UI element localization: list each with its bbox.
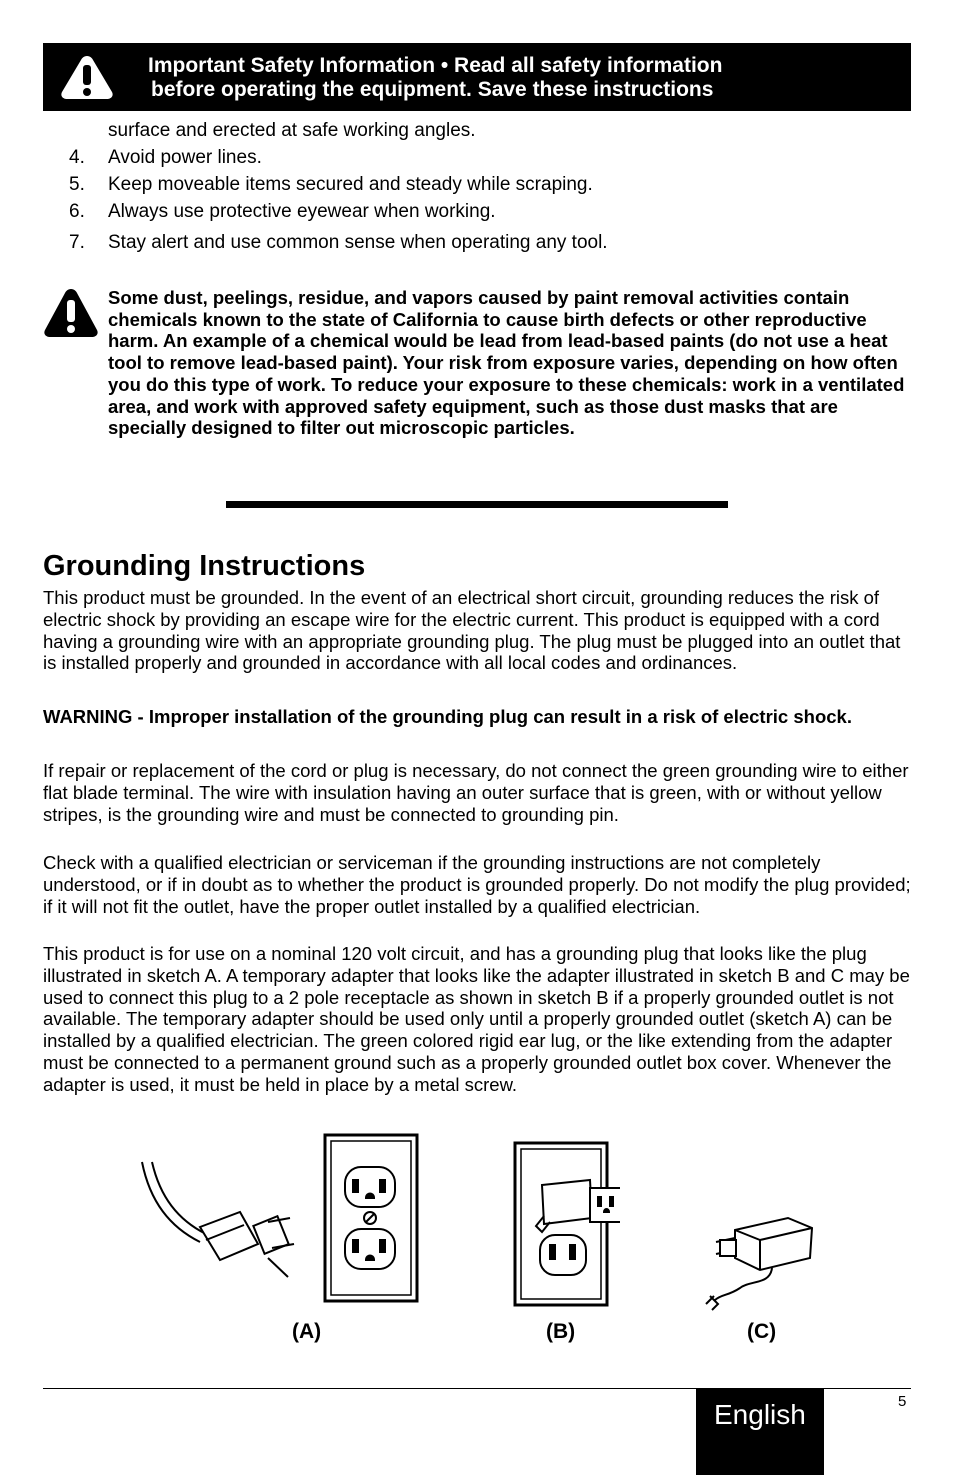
california-warning: Some dust, peelings, residue, and vapors caused by paint removal activities contain chemicals known to the state of California to cause birth defects or other reproductive harm. An example of a chemical would be lead from lead-based paints (do not use a heat tool to remove lead-based paint). Your risk from exposure varies, depending on how often you do this type of work. To reduce your exposure to these chemicals: work in a ventilated area, and work with approved safety equipment, such as those dust masks that are specially designed to filter out microscopic particles. xyxy=(108,287,905,439)
warning-icon xyxy=(59,53,115,101)
list-text: Always use protective eyewear when working. xyxy=(108,201,496,222)
adapter-in-two-pole-outlet-illustration xyxy=(510,1140,620,1310)
banner-line-1: Important Safety Information • Read all safety information xyxy=(148,54,723,77)
continued-item-text: surface and erected at safe working angles. xyxy=(108,120,476,141)
list-number: 4. xyxy=(69,147,85,168)
temporary-adapter-illustration xyxy=(700,1210,815,1315)
section-divider xyxy=(226,501,728,508)
language-label: English xyxy=(714,1399,806,1430)
list-text: Stay alert and use common sense when operating any tool. xyxy=(108,232,608,253)
grounding-paragraph-2: If repair or replacement of the cord or plug is necessary, do not connect the green grounding wire to either flat blade terminal. The wire with insulation having an outer surface that is green, with or without yellow stripes, is the grounding wire and must be connected to grounding pin. xyxy=(43,760,909,825)
grounding-warning: WARNING - Improper installation of the grounding plug can result in a risk of electric shock. xyxy=(43,706,852,727)
figure-caption: (A) xyxy=(292,1320,322,1343)
list-number: 7. xyxy=(69,232,85,253)
banner-line-2: before operating the equipment. Save these instructions xyxy=(151,78,714,101)
grounding-paragraph-3: Check with a qualified electrician or serviceman if the grounding instructions are not completely understood, or if in doubt as to whether the product is grounded properly. Do not modify the plug provided; if it will not fit the outlet, have the proper outlet installed by a qualified electrician. xyxy=(43,852,911,917)
list-number: 6. xyxy=(69,201,85,222)
page-number: 5 xyxy=(898,1393,907,1410)
grounding-paragraph-1: This product must be grounded. In the event of an electrical short circuit, grounding reduces the risk of electric shock by providing an escape wire for the electric current. This product is equipped with a cord having a grounding wire with an appropriate grounding plug. The plug must be plugged into an outlet that is installed properly and grounded in accordance with all local codes and ordinances. xyxy=(43,587,901,674)
list-text: Avoid power lines. xyxy=(108,147,262,168)
safety-banner xyxy=(43,43,911,111)
section-title: Grounding Instructions xyxy=(43,550,366,582)
grounding-paragraph-4: This product is for use on a nominal 120 volt circuit, and has a grounding plug that looks like the plug illustrated in sketch A. A temporary adapter that looks like the adapter illustrated in sketch B and C may be used to connect this plug to a 2 pole receptacle as shown in sketch B if a properly grounded outlet is not available. The temporary adapter should be used only until a properly grounded outlet (sketch A) can be installed by a qualified electrician. The green colored rigid ear lug, or the like extending from the adapter must be connected to a permanent ground such as a properly grounded outlet box cover. Whenever the adapter is used, it must be held in place by a metal screw. xyxy=(43,943,910,1095)
grounded-plug-and-outlet-illustration xyxy=(140,1132,430,1307)
figure-caption: (B) xyxy=(546,1320,576,1343)
figure-caption: (C) xyxy=(747,1320,777,1343)
warning-icon xyxy=(43,287,99,339)
language-tab xyxy=(696,1389,824,1475)
list-text: Keep moveable items secured and steady while scraping. xyxy=(108,174,593,195)
list-number: 5. xyxy=(69,174,85,195)
